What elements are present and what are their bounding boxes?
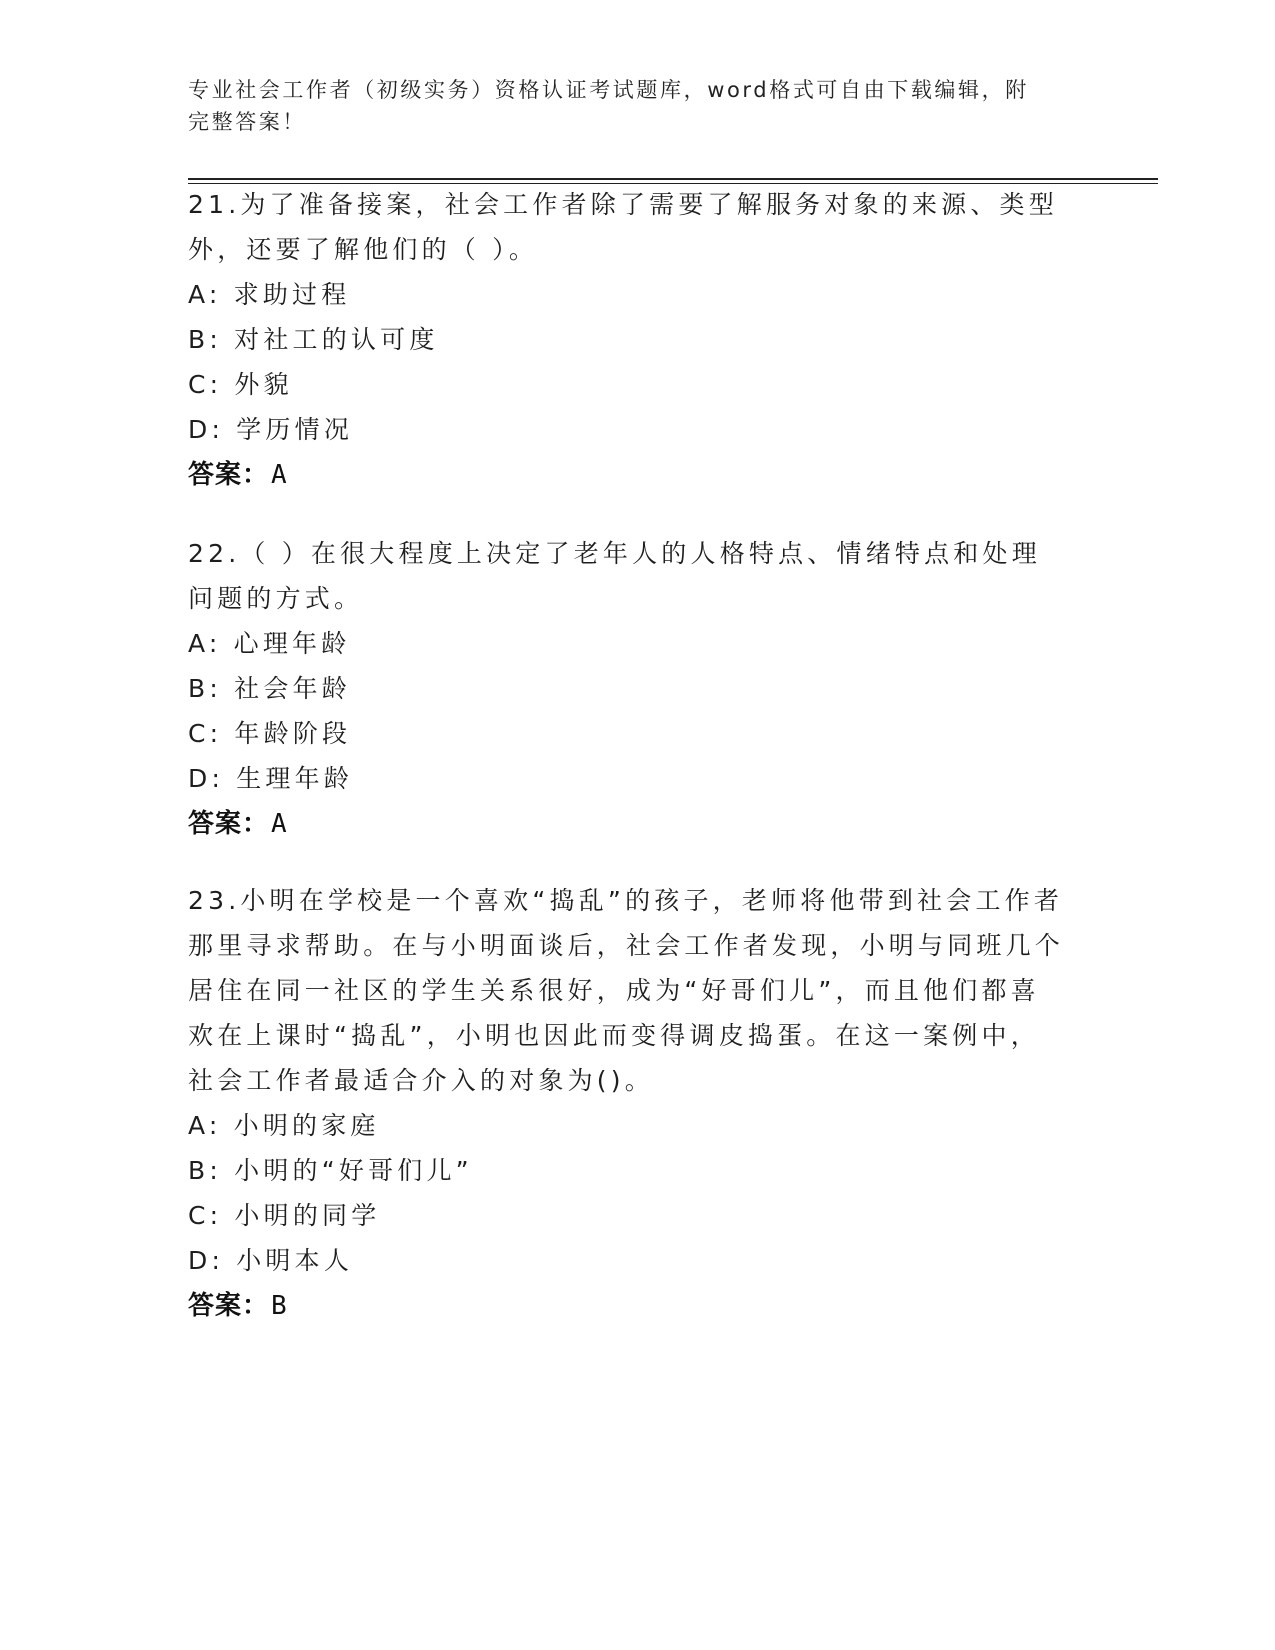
answer-label: 答案： — [188, 1291, 270, 1321]
option-a: A: 心理年龄 — [188, 629, 351, 658]
question-stem: 21.为了准备接案，社会工作者除了需要了解服务对象的来源、类型外，还要了解他们的（ ）。 — [188, 190, 1058, 264]
answer-label: 答案： — [188, 809, 270, 839]
answer-value: B — [271, 1291, 288, 1321]
answer-value: A — [271, 460, 288, 490]
question-stem: 22.（ ）在很大程度上决定了老年人的人格特点、情绪特点和处理问题的方式。 — [188, 539, 1041, 613]
option-c: C: 小明的同学 — [188, 1201, 381, 1230]
header-divider-thick — [188, 178, 1158, 180]
option-a: A: 求助过程 — [188, 280, 351, 309]
option-b: B: 对社工的认可度 — [188, 325, 439, 354]
answer-line — [188, 801, 1068, 847]
answer-line — [188, 452, 1068, 498]
document-header: 专业社会工作者（初级实务）资格认证考试题库，word格式可自由下载编辑，附完整答案！ — [188, 78, 1029, 134]
answer-line — [188, 1283, 1068, 1329]
option-a: A: 小明的家庭 — [188, 1111, 380, 1140]
question-23 — [188, 878, 1068, 1329]
option-d: D: 小明本人 — [188, 1246, 354, 1275]
option-b: B: 社会年龄 — [188, 674, 351, 703]
question-stem: 23.小明在学校是一个喜欢“捣乱”的孩子，老师将他带到社会工作者那里寻求帮助。在与小明面谈后，社会工作者发现，小明与同班几个居住在同一社区的学生关系很好，成为“好哥们儿”，而且他们都喜欢在上课时“捣乱”，小明也因此而变得调皮捣蛋。在这一案例中，社会工作者最适合介入的对象为()。 — [188, 886, 1065, 1095]
answer-label: 答案： — [188, 460, 270, 490]
option-c: C: 外貌 — [188, 370, 293, 399]
question-21 — [188, 182, 1068, 498]
option-d: D: 学历情况 — [188, 415, 354, 444]
option-c: C: 年龄阶段 — [188, 719, 352, 748]
option-d: D: 生理年龄 — [188, 764, 354, 793]
question-22 — [188, 531, 1068, 847]
answer-value: A — [271, 809, 288, 839]
option-b: B: 小明的“好哥们儿” — [188, 1156, 473, 1185]
